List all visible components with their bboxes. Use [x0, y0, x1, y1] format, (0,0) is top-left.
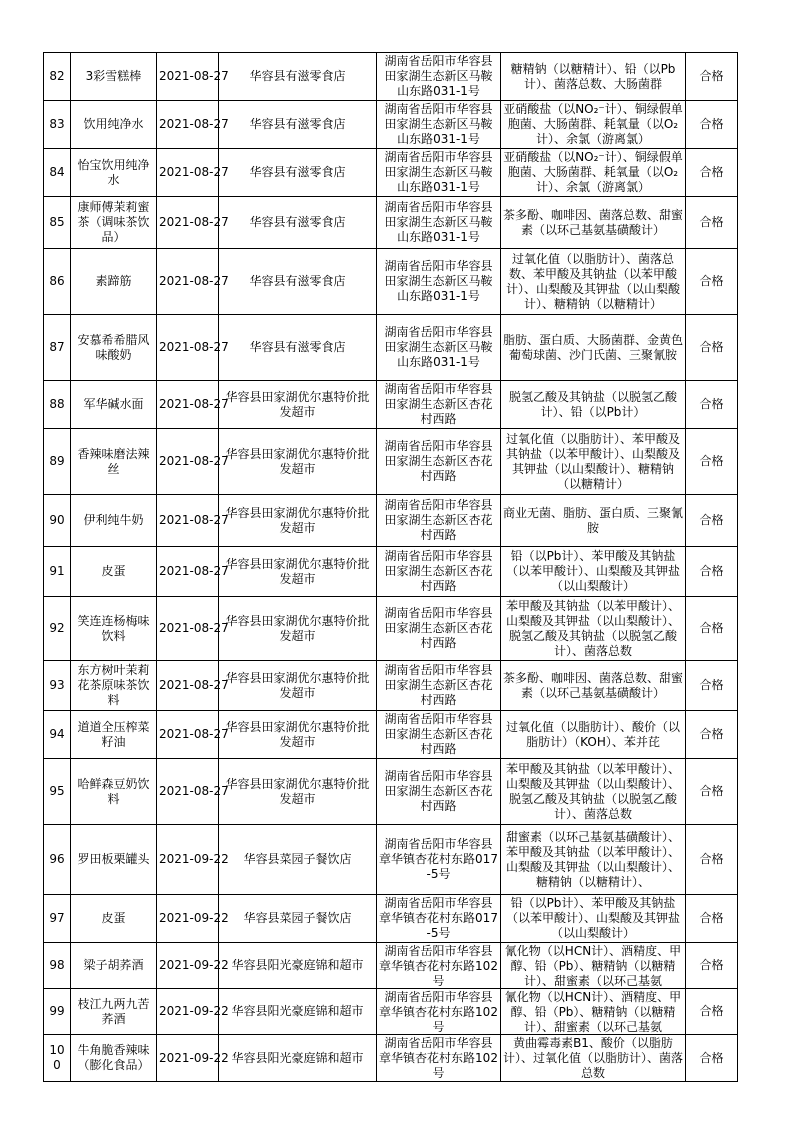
- product-name-cell-text: 康师傅茉莉蜜茶（调味茶饮品）: [77, 200, 150, 244]
- test-items-cell: [501, 149, 686, 197]
- test-items-cell-text: 苯甲酸及其钠盐（以苯甲酸计）、山梨酸及其钾盐（以山梨酸计）、脱氢乙酸及其钠盐（以脱氢乙酸计）、菌落总数: [505, 761, 680, 821]
- sampling-date-cell: [157, 495, 229, 547]
- sequence-number-cell-text: 90: [49, 513, 65, 527]
- sampling-date-cell: [157, 381, 229, 429]
- sampling-date-cell: [157, 429, 229, 495]
- product-name-cell: [71, 101, 157, 149]
- sampled-unit-cell: [219, 381, 377, 429]
- result-cell-text: 合格: [699, 911, 724, 925]
- unit-address-cell-text: 湖南省岳阳市华容县田家湖生态新区马鞍山东路031-1号: [384, 200, 493, 244]
- product-name-cell-text: 安慕希希腊风味酸奶: [77, 332, 150, 362]
- result-cell: [686, 895, 738, 943]
- sampling-date-cell-text: 2021-08-27: [159, 727, 229, 741]
- sampled-unit-cell: [219, 315, 377, 381]
- test-items-cell-text: 亚硝酸盐（以NO₂⁻计）、铜绿假单胞菌、大肠菌群、耗氧量（以O₂计）、余氯（游离氯）: [503, 102, 683, 146]
- sequence-number-cell: [44, 895, 71, 943]
- sampling-date-cell: [157, 197, 229, 249]
- product-name-cell: [71, 547, 157, 597]
- unit-address-cell-text: 湖南省岳阳市华容县田家湖生态新区杏花村西路: [384, 663, 493, 707]
- result-cell: [686, 197, 738, 249]
- table-body: [44, 53, 738, 1082]
- product-name-cell: [71, 661, 157, 711]
- unit-address-cell: [377, 1035, 501, 1082]
- result-cell-text: 合格: [699, 69, 724, 83]
- sequence-number-cell-text: 84: [49, 165, 65, 179]
- result-cell: [686, 429, 738, 495]
- product-name-cell-text: 怡宝饮用纯净水: [77, 157, 150, 187]
- sampled-unit-cell-text: 华容县有滋零食店: [249, 274, 346, 288]
- result-cell: [686, 149, 738, 197]
- sampling-date-cell-text: 2021-08-27: [159, 678, 229, 692]
- test-items-cell-text: 甜蜜素（以环己基氨基磺酸计）、苯甲酸及其钠盐（以苯甲酸计）、山梨酸及其钾盐（以山梨酸计）、糖精钠（以糖精计）、: [505, 829, 680, 889]
- sampling-date-cell-text: 2021-08-27: [159, 274, 229, 288]
- sequence-number-cell: [44, 101, 71, 149]
- table-row: [44, 547, 738, 597]
- unit-address-cell: [377, 101, 501, 149]
- sequence-number-cell: [44, 381, 71, 429]
- table-row: [44, 197, 738, 249]
- table-row: [44, 989, 738, 1035]
- sequence-number-cell: [44, 149, 71, 197]
- sampling-date-cell: [157, 711, 229, 759]
- test-items-cell-text: 脂肪、蛋白质、大肠菌群、金黄色葡萄球菌、沙门氏菌、三聚氰胺: [503, 332, 684, 362]
- result-cell-text: 合格: [699, 513, 724, 527]
- sampling-date-cell-text: 2021-09-22: [159, 852, 229, 866]
- sampling-date-cell: [157, 895, 229, 943]
- unit-address-cell: [377, 989, 501, 1035]
- result-cell: [686, 101, 738, 149]
- sampling-date-cell-text: 2021-09-22: [159, 958, 229, 972]
- test-items-cell-text: 过氧化值（以脂肪计）、菌落总数、苯甲酸及其钠盐（以苯甲酸计）、山梨酸及其钾盐（以山梨酸计）、糖精钠（以糖精计）: [505, 251, 680, 311]
- test-items-cell: [501, 825, 686, 895]
- sampling-date-cell: [157, 101, 229, 149]
- result-cell-text: 合格: [699, 727, 724, 741]
- unit-address-cell: [377, 429, 501, 495]
- result-cell: [686, 1035, 738, 1082]
- table-row: [44, 149, 738, 197]
- result-cell: [686, 53, 738, 101]
- sampled-unit-cell: [219, 101, 377, 149]
- test-items-cell: [501, 495, 686, 547]
- product-name-cell-text: 伊利纯牛奶: [83, 513, 144, 527]
- sequence-number-cell: [44, 661, 71, 711]
- product-name-cell: [71, 429, 157, 495]
- product-name-cell-text: 牛角脆香辣味（膨化食品）: [77, 1043, 150, 1072]
- unit-address-cell: [377, 53, 501, 101]
- result-cell-text: 合格: [699, 340, 724, 354]
- result-cell: [686, 759, 738, 825]
- sequence-number-cell: [44, 825, 71, 895]
- table-row: [44, 895, 738, 943]
- product-name-cell: [71, 1035, 157, 1082]
- test-items-cell-text: 商业无菌、脂肪、蛋白质、三聚氰胺: [503, 505, 684, 535]
- sequence-number-cell-text: 96: [49, 852, 65, 866]
- sequence-number-cell: [44, 197, 71, 249]
- sampling-date-cell: [157, 53, 229, 101]
- unit-address-cell: [377, 495, 501, 547]
- sampling-date-cell-text: 2021-09-22: [159, 1004, 229, 1018]
- unit-address-cell-text: 湖南省岳阳市华容县章华镇杏花村东路102号: [379, 1035, 498, 1080]
- sampling-date-cell-text: 2021-08-27: [159, 117, 229, 131]
- sampled-unit-cell-text: 华容县有滋零食店: [249, 69, 346, 83]
- sampling-date-cell-text: 2021-08-27: [159, 215, 229, 229]
- product-name-cell-text: 笑连连杨梅味饮料: [77, 613, 150, 643]
- result-cell: [686, 711, 738, 759]
- sequence-number-cell-text: 85: [49, 215, 65, 229]
- sequence-number-cell: [44, 429, 71, 495]
- product-name-cell: [71, 943, 157, 989]
- test-items-cell-text: 氰化物（以HCN计）、酒精度、甲醇、铅（Pb）、糖精钠（以糖精计）、甜蜜素（以环己基氨: [504, 943, 682, 988]
- unit-address-cell-text: 湖南省岳阳市华容县田家湖生态新区马鞍山东路031-1号: [384, 259, 493, 303]
- sampled-unit-cell-text: 华容县有滋零食店: [249, 165, 346, 179]
- sampling-date-cell-text: 2021-08-27: [159, 340, 229, 354]
- sampling-date-cell-text: 2021-08-27: [159, 165, 229, 179]
- test-items-cell: [501, 547, 686, 597]
- table-row: [44, 597, 738, 661]
- unit-address-cell: [377, 249, 501, 315]
- test-items-cell-text: 脱氢乙酸及其钠盐（以脱氢乙酸计）、铅（以Pb计）: [508, 389, 677, 419]
- sampling-date-cell-text: 2021-08-27: [159, 513, 229, 527]
- unit-address-cell-text: 湖南省岳阳市华容县章华镇杏花村东路017-5号: [379, 837, 498, 881]
- sampled-unit-cell-text: 华容县阳光豪庭锦和超市: [231, 1050, 364, 1065]
- test-items-cell-text: 苯甲酸及其钠盐（以苯甲酸计）、山梨酸及其钾盐（以山梨酸计）、脱氢乙酸及其钠盐（以脱氢乙酸计）、菌落总数: [505, 598, 680, 658]
- table-row: [44, 825, 738, 895]
- product-name-cell-text: 皮蛋: [101, 911, 126, 925]
- sequence-number-cell-text: 92: [49, 621, 65, 635]
- table-row: [44, 759, 738, 825]
- test-items-cell: [501, 249, 686, 315]
- sampling-date-cell: [157, 597, 229, 661]
- sequence-number-cell: [44, 315, 71, 381]
- sequence-number-cell-text: 97: [49, 911, 65, 925]
- test-items-cell-text: 茶多酚、咖啡因、菌落总数、甜蜜素（以环己基氨基磺酸计）: [503, 207, 684, 237]
- result-cell: [686, 661, 738, 711]
- sequence-number-cell: [44, 943, 71, 989]
- sequence-number-cell-text: 93: [49, 678, 65, 692]
- test-items-cell: [501, 943, 686, 989]
- test-items-cell: [501, 381, 686, 429]
- product-name-cell: [71, 759, 157, 825]
- result-cell-text: 合格: [699, 621, 724, 635]
- sampled-unit-cell: [219, 597, 377, 661]
- test-items-cell: [501, 315, 686, 381]
- result-cell-text: 合格: [699, 678, 724, 692]
- unit-address-cell-text: 湖南省岳阳市华容县章华镇杏花村东路017-5号: [379, 896, 498, 940]
- sampling-date-cell: [157, 315, 229, 381]
- table-row: [44, 381, 738, 429]
- result-cell: [686, 597, 738, 661]
- unit-address-cell-text: 湖南省岳阳市华容县田家湖生态新区杏花村西路: [384, 382, 493, 426]
- unit-address-cell: [377, 197, 501, 249]
- unit-address-cell-text: 湖南省岳阳市华容县田家湖生态新区杏花村西路: [384, 769, 493, 813]
- sampling-date-cell-text: 2021-09-22: [159, 1050, 229, 1065]
- test-items-cell-text: 茶多酚、咖啡因、菌落总数、甜蜜素（以环己基氨基磺酸计）: [503, 670, 684, 700]
- sampled-unit-cell-text: 华容县田家湖优尔惠特价批发超市: [225, 446, 370, 476]
- result-cell: [686, 315, 738, 381]
- test-items-cell: [501, 1035, 686, 1082]
- sequence-number-cell: [44, 597, 71, 661]
- sampled-unit-cell: [219, 547, 377, 597]
- sampled-unit-cell-text: 华容县阳光豪庭锦和超市: [231, 1004, 364, 1018]
- result-cell: [686, 381, 738, 429]
- sampled-unit-cell-text: 华容县田家湖优尔惠特价批发超市: [225, 389, 370, 419]
- sequence-number-cell: [44, 495, 71, 547]
- test-items-cell-text: 铅（以Pb计）、苯甲酸及其钠盐（以苯甲酸计）、山梨酸及其钾盐（以山梨酸计）: [505, 896, 680, 940]
- sampling-date-cell-text: 2021-08-27: [159, 564, 229, 578]
- sequence-number-cell-text: 100: [49, 1043, 65, 1072]
- unit-address-cell-text: 湖南省岳阳市华容县田家湖生态新区杏花村西路: [384, 439, 493, 483]
- result-cell: [686, 989, 738, 1035]
- result-cell-text: 合格: [699, 215, 724, 229]
- sampled-unit-cell: [219, 149, 377, 197]
- sequence-number-cell: [44, 249, 71, 315]
- test-items-cell-text: 氰化物（以HCN计）、酒精度、甲醇、铅（Pb）、糖精钠（以糖精计）、甜蜜素（以环己基氨: [504, 989, 682, 1034]
- product-name-cell: [71, 53, 157, 101]
- sequence-number-cell: [44, 759, 71, 825]
- sampled-unit-cell: [219, 249, 377, 315]
- table-row: [44, 53, 738, 101]
- product-name-cell-text: 哈鲜森豆奶饮料: [77, 776, 150, 806]
- test-items-cell-text: 铅（以Pb计）、苯甲酸及其钠盐（以苯甲酸计）、山梨酸及其钾盐（以山梨酸计）: [505, 549, 680, 593]
- sequence-number-cell-text: 82: [49, 69, 65, 83]
- sampled-unit-cell-text: 华容县田家湖优尔惠特价批发超市: [225, 670, 370, 700]
- result-cell-text: 合格: [699, 274, 724, 288]
- table-row: [44, 495, 738, 547]
- unit-address-cell-text: 湖南省岳阳市华容县章华镇杏花村东路102号: [379, 943, 498, 988]
- unit-address-cell: [377, 315, 501, 381]
- test-items-cell: [501, 101, 686, 149]
- unit-address-cell-text: 湖南省岳阳市华容县田家湖生态新区杏花村西路: [384, 549, 493, 593]
- sampled-unit-cell-text: 华容县田家湖优尔惠特价批发超市: [225, 505, 370, 535]
- product-name-cell: [71, 249, 157, 315]
- test-items-cell: [501, 759, 686, 825]
- sampled-unit-cell-text: 华容县田家湖优尔惠特价批发超市: [225, 613, 370, 643]
- sequence-number-cell: [44, 1035, 71, 1082]
- sampling-date-cell-text: 2021-08-27: [159, 454, 229, 468]
- result-cell-text: 合格: [699, 564, 724, 578]
- sequence-number-cell-text: 89: [49, 454, 65, 468]
- sampled-unit-cell-text: 华容县阳光豪庭锦和超市: [231, 958, 364, 972]
- sampling-date-cell-text: 2021-08-27: [159, 621, 229, 635]
- test-items-cell: [501, 711, 686, 759]
- product-name-cell-text: 3彩雪糕棒: [85, 69, 142, 83]
- sampled-unit-cell: [219, 895, 377, 943]
- unit-address-cell-text: 湖南省岳阳市华容县田家湖生态新区马鞍山东路031-1号: [384, 150, 493, 194]
- product-name-cell-text: 香辣味磨法辣丝: [77, 446, 150, 476]
- unit-address-cell: [377, 597, 501, 661]
- test-items-cell: [501, 429, 686, 495]
- sampled-unit-cell: [219, 943, 377, 989]
- product-name-cell: [71, 895, 157, 943]
- table-row: [44, 101, 738, 149]
- sampled-unit-cell: [219, 197, 377, 249]
- test-items-cell: [501, 989, 686, 1035]
- sequence-number-cell-text: 86: [49, 274, 65, 288]
- sampling-date-cell: [157, 661, 229, 711]
- result-cell-text: 合格: [699, 117, 724, 131]
- product-name-cell-text: 东方树叶茉莉花茶原味茶饮料: [77, 663, 150, 707]
- sampled-unit-cell-text: 华容县菜园子餐饮店: [243, 852, 352, 866]
- test-items-cell: [501, 597, 686, 661]
- sequence-number-cell-text: 98: [49, 958, 65, 972]
- result-cell-text: 合格: [699, 852, 724, 866]
- test-items-cell: [501, 53, 686, 101]
- sequence-number-cell-text: 91: [49, 564, 65, 578]
- sequence-number-cell: [44, 711, 71, 759]
- test-items-cell-text: 黄曲霉毒素B1、酸价（以脂肪计）、过氧化值（以脂肪计）、菌落总数: [503, 1035, 684, 1080]
- product-name-cell: [71, 315, 157, 381]
- unit-address-cell-text: 湖南省岳阳市华容县田家湖生态新区杏花村西路: [384, 712, 493, 756]
- test-items-cell-text: 糖精钠（以糖精计）、铅（以Pb计）、菌落总数、大肠菌群: [510, 61, 676, 91]
- test-items-cell-text: 过氧化值（以脂肪计）、酸价（以脂肪计）（KOH）、苯并芘: [505, 719, 680, 749]
- unit-address-cell: [377, 149, 501, 197]
- product-name-cell: [71, 149, 157, 197]
- result-cell-text: 合格: [699, 1004, 724, 1018]
- sampling-date-cell-text: 2021-08-27: [159, 397, 229, 411]
- sampling-date-cell-text: 2021-08-27: [159, 784, 229, 798]
- result-cell-text: 合格: [699, 454, 724, 468]
- sampled-unit-cell-text: 华容县有滋零食店: [249, 340, 346, 354]
- product-name-cell-text: 道道全压榨菜籽油: [77, 719, 150, 749]
- product-name-cell-text: 素蹄筋: [95, 274, 132, 288]
- sampled-unit-cell-text: 华容县田家湖优尔惠特价批发超市: [225, 776, 370, 806]
- table-row: [44, 429, 738, 495]
- result-cell-text: 合格: [699, 784, 724, 798]
- sampled-unit-cell-text: 华容县菜园子餐饮店: [243, 911, 352, 925]
- product-name-cell-text: 皮蛋: [101, 564, 126, 578]
- product-name-cell: [71, 495, 157, 547]
- result-cell-text: 合格: [699, 165, 724, 179]
- sampled-unit-cell-text: 华容县田家湖优尔惠特价批发超市: [225, 556, 370, 586]
- product-name-cell-text: 军华碱水面: [83, 397, 144, 411]
- result-cell-text: 合格: [699, 397, 724, 411]
- result-cell-text: 合格: [699, 958, 724, 972]
- sequence-number-cell: [44, 547, 71, 597]
- result-cell: [686, 547, 738, 597]
- sequence-number-cell: [44, 53, 71, 101]
- sampled-unit-cell: [219, 1035, 377, 1082]
- sampled-unit-cell: [219, 989, 377, 1035]
- product-name-cell-text: 梁子胡荞酒: [83, 958, 144, 972]
- sampled-unit-cell: [219, 495, 377, 547]
- product-name-cell-text: 罗田板栗罐头: [77, 852, 150, 866]
- result-cell: [686, 495, 738, 547]
- table-row: [44, 249, 738, 315]
- product-name-cell: [71, 989, 157, 1035]
- product-name-cell: [71, 597, 157, 661]
- table-row: [44, 315, 738, 381]
- result-cell-text: 合格: [699, 1050, 724, 1065]
- table-row: [44, 1035, 738, 1082]
- unit-address-cell-text: 湖南省岳阳市华容县田家湖生态新区马鞍山东路031-1号: [384, 102, 493, 146]
- unit-address-cell-text: 湖南省岳阳市华容县田家湖生态新区马鞍山东路031-1号: [384, 54, 493, 98]
- sampling-date-cell: [157, 149, 229, 197]
- product-name-cell-text: 枝江九两九苦荞酒: [77, 996, 150, 1026]
- result-cell: [686, 249, 738, 315]
- unit-address-cell: [377, 381, 501, 429]
- sequence-number-cell-text: 95: [49, 784, 65, 798]
- sampling-date-cell: [157, 825, 229, 895]
- unit-address-cell: [377, 895, 501, 943]
- test-items-cell: [501, 661, 686, 711]
- sampled-unit-cell: [219, 53, 377, 101]
- unit-address-cell: [377, 711, 501, 759]
- inspection-results-table: [43, 52, 738, 1082]
- test-items-cell-text: 过氧化值（以脂肪计）、苯甲酸及其钠盐（以苯甲酸计）、山梨酸及其钾盐（以山梨酸计）、糖精钠（以糖精计）: [505, 431, 680, 491]
- sampling-date-cell: [157, 759, 229, 825]
- test-items-cell: [501, 895, 686, 943]
- product-name-cell: [71, 825, 157, 895]
- unit-address-cell: [377, 759, 501, 825]
- unit-address-cell-text: 湖南省岳阳市华容县田家湖生态新区杏花村西路: [384, 606, 493, 650]
- sampling-date-cell-text: 2021-08-27: [159, 69, 229, 83]
- sampled-unit-cell: [219, 759, 377, 825]
- unit-address-cell-text: 湖南省岳阳市华容县田家湖生态新区马鞍山东路031-1号: [384, 325, 493, 369]
- product-name-cell-text: 饮用纯净水: [83, 117, 144, 131]
- unit-address-cell: [377, 943, 501, 989]
- sequence-number-cell-text: 94: [49, 727, 65, 741]
- sequence-number-cell-text: 99: [49, 1004, 65, 1018]
- sampling-date-cell: [157, 547, 229, 597]
- sequence-number-cell-text: 83: [49, 117, 65, 131]
- sampled-unit-cell-text: 华容县有滋零食店: [249, 215, 346, 229]
- sampled-unit-cell: [219, 429, 377, 495]
- sampled-unit-cell: [219, 825, 377, 895]
- sampling-date-cell-text: 2021-09-22: [159, 911, 229, 925]
- product-name-cell: [71, 381, 157, 429]
- result-cell: [686, 943, 738, 989]
- sampling-date-cell: [157, 989, 229, 1035]
- sampled-unit-cell: [219, 711, 377, 759]
- product-name-cell: [71, 711, 157, 759]
- sampled-unit-cell-text: 华容县有滋零食店: [249, 117, 346, 131]
- sampled-unit-cell: [219, 661, 377, 711]
- sampled-unit-cell-text: 华容县田家湖优尔惠特价批发超市: [225, 719, 370, 749]
- sequence-number-cell: [44, 989, 71, 1035]
- sampling-date-cell: [157, 1035, 229, 1082]
- unit-address-cell-text: 湖南省岳阳市华容县田家湖生态新区杏花村西路: [384, 498, 493, 542]
- table-row: [44, 711, 738, 759]
- table-row: [44, 943, 738, 989]
- unit-address-cell: [377, 547, 501, 597]
- sequence-number-cell-text: 87: [49, 340, 65, 354]
- table-row: [44, 661, 738, 711]
- test-items-cell: [501, 197, 686, 249]
- sampling-date-cell: [157, 943, 229, 989]
- result-cell: [686, 825, 738, 895]
- unit-address-cell-text: 湖南省岳阳市华容县章华镇杏花村东路102号: [379, 989, 498, 1034]
- product-name-cell: [71, 197, 157, 249]
- unit-address-cell: [377, 825, 501, 895]
- sampling-date-cell: [157, 249, 229, 315]
- sequence-number-cell-text: 88: [49, 397, 65, 411]
- unit-address-cell: [377, 661, 501, 711]
- test-items-cell-text: 亚硝酸盐（以NO₂⁻计）、铜绿假单胞菌、大肠菌群、耗氧量（以O₂计）、余氯（游离氯）: [503, 150, 683, 194]
